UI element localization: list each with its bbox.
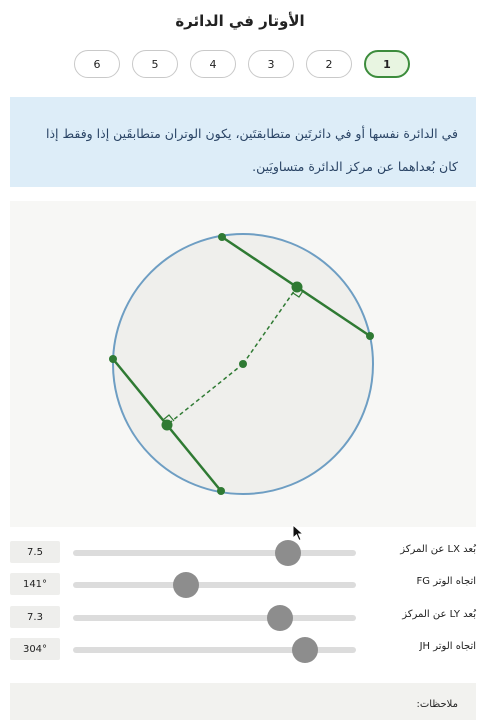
control-label-lx-distance: بُعد LX عن المركز	[400, 544, 476, 555]
control-label-fg-direction: اتجاه الوتر FG	[416, 576, 476, 587]
step-button-2[interactable]: 2	[306, 50, 352, 78]
slider-track-jh-direction[interactable]	[73, 647, 356, 653]
control-label-jh-direction: اتجاه الوتر JH	[419, 641, 476, 652]
point-y	[162, 420, 173, 431]
center-point	[239, 360, 247, 368]
theorem-info-box	[10, 97, 476, 187]
point-h[interactable]	[217, 487, 225, 495]
slider-knob-ly-distance[interactable]	[267, 605, 293, 631]
value-box-lx-distance: 7.5	[10, 541, 60, 563]
slider-knob-lx-distance[interactable]	[275, 540, 301, 566]
step-button-1[interactable]: 1	[364, 50, 410, 78]
mouse-cursor-icon	[292, 524, 304, 542]
step-button-3[interactable]: 3	[248, 50, 294, 78]
point-j[interactable]	[109, 355, 117, 363]
value-box-ly-distance: 7.3	[10, 606, 60, 628]
value-box-jh-direction: 304°	[10, 638, 60, 660]
theorem-text: في الدائرة نفسها أو في دائرتَين متطابقتَين، يكون الوتران متطابقَين إذا وفقط إذا كان بُعداهما عن مركز الدائرة متساويَين.	[46, 126, 458, 174]
control-label-ly-distance: بُعد LY عن المركز	[402, 609, 476, 620]
circle-diagram	[10, 201, 476, 527]
notes-label: ملاحظات:	[416, 699, 458, 710]
value-box-fg-direction: 141°	[10, 573, 60, 595]
slider-track-ly-distance[interactable]	[73, 615, 356, 621]
slider-knob-jh-direction[interactable]	[292, 637, 318, 663]
slider-track-fg-direction[interactable]	[73, 582, 356, 588]
geometry-canvas	[10, 201, 476, 527]
point-x	[292, 282, 303, 293]
slider-track-lx-distance[interactable]	[73, 550, 356, 556]
step-button-6[interactable]: 6	[74, 50, 120, 78]
step-button-4[interactable]: 4	[190, 50, 236, 78]
slider-knob-fg-direction[interactable]	[173, 572, 199, 598]
control-lx-distance	[0, 541, 480, 565]
point-f[interactable]	[218, 233, 226, 241]
step-button-5[interactable]: 5	[132, 50, 178, 78]
control-ly-distance	[0, 606, 480, 630]
control-jh-direction	[0, 638, 480, 662]
notes-panel	[10, 683, 476, 720]
point-g[interactable]	[366, 332, 374, 340]
control-fg-direction	[0, 573, 480, 597]
page-title: الأوتار في الدائرة	[175, 12, 305, 30]
